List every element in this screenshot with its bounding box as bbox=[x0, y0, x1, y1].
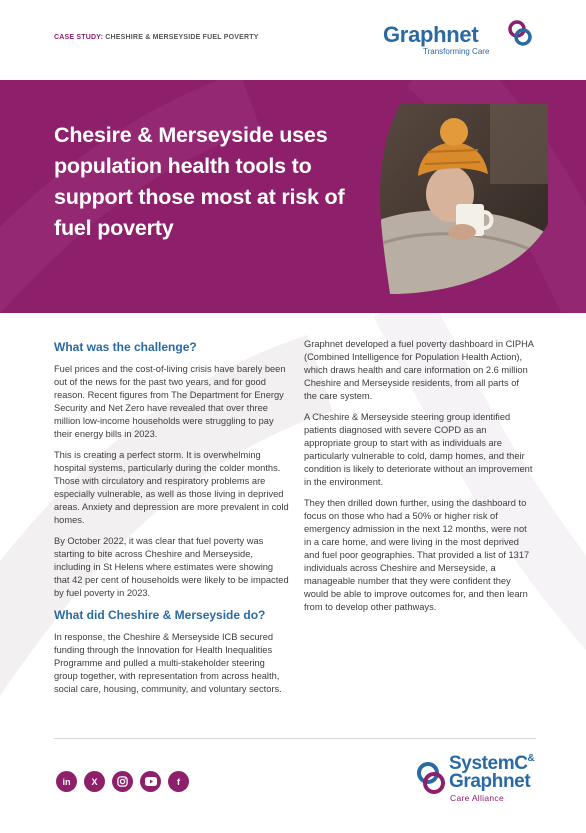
x-label: X bbox=[91, 776, 98, 787]
care-alliance-mark-icon bbox=[414, 761, 448, 795]
paragraph: They then drilled down further, using the dashboard to focus on those who had a 50% or higher risk of emergency admission in the next 12 months, were not in a care home, and were living in the most deprived and fuel poor geographies. That provided a list of 1317 individuals across Cheshire and Merseyside, a manageable number that they were confident they would be able to improve outcomes for, and then learn from to develop other pathways. bbox=[304, 498, 530, 612]
social-links bbox=[56, 771, 189, 792]
instagram-icon[interactable] bbox=[112, 771, 133, 792]
case-study-title: CHESHIRE & MERSEYSIDE FUEL POVERTY bbox=[103, 34, 259, 41]
logo-name: Graphnet bbox=[383, 22, 479, 47]
x-twitter-icon[interactable] bbox=[84, 771, 105, 792]
graphnet-mark-icon bbox=[507, 20, 537, 48]
heading-response: What did Cheshire & Merseyside do? bbox=[54, 608, 266, 622]
logo-systemc-text: SystemC bbox=[449, 753, 528, 774]
header-bar bbox=[0, 0, 586, 80]
left-column bbox=[54, 340, 289, 704]
paragraph: By October 2022, it was clear that fuel poverty was starting to bite across Cheshire and Merseyside, including in St Helens where estimates were showing that 42 per cent of households were likely to be impacted by fuel poverty in 2023. bbox=[54, 536, 289, 598]
linkedin-icon[interactable] bbox=[56, 771, 77, 792]
paragraph: A Cheshire & Merseyside steering group identified patients diagnosed with severe COPD as an appropriate group to start with as individuals are particularly vulnerable to cold, damp homes, and their condition is likely to deteriorate without an improvement in the environment. bbox=[304, 412, 533, 487]
hero-banner bbox=[0, 80, 586, 313]
logo-graphnet: Graphnet bbox=[449, 771, 531, 792]
case-study-prefix: CASE STUDY: bbox=[54, 34, 104, 41]
hero-title: Chesire & Merseyside uses population health tools to support those most at risk of fuel poverty bbox=[54, 123, 345, 240]
youtube-glyph-icon bbox=[145, 777, 157, 786]
paragraph: In response, the Cheshire & Merseyside ICB secured funding through the Innovation for Health Inequalities Programme and pulled a multi-stakeholder steering group together, with representation from across health, social care, housing, community, and voluntary sectors. bbox=[54, 632, 282, 694]
logo-tagline: Transforming Care bbox=[423, 47, 490, 56]
right-column bbox=[304, 338, 534, 622]
linkedin-label: in bbox=[62, 776, 71, 787]
logo-ampersand: & bbox=[527, 753, 535, 764]
systemc-graphnet-logo[interactable] bbox=[414, 753, 539, 813]
youtube-icon[interactable] bbox=[140, 771, 161, 792]
facebook-icon[interactable] bbox=[168, 771, 189, 792]
instagram-glyph-icon bbox=[117, 776, 128, 787]
paragraph: Fuel prices and the cost-of-living crisis have barely been out of the news for the past two years, and for good reason. Recent figures from The Department for Energy Security and Net Zero have revealed that over three million low-income households were struggling to pay their energy bills in 2023. bbox=[54, 364, 286, 439]
graphnet-logo[interactable] bbox=[383, 20, 543, 62]
hero-photo-person-icon bbox=[370, 104, 548, 294]
case-study-label bbox=[54, 34, 259, 41]
footer-divider bbox=[54, 738, 536, 739]
paragraph: This is creating a perfect storm. It is overwhelming hospital systems, particularly during the colder months. Those with circulatory and respiratory problems are especially vulnerable, as well as those living in deprived areas. Anxiety and depression are more prevalent in cold homes. bbox=[54, 450, 289, 525]
paragraph: Graphnet developed a fuel poverty dashboard in CIPHA (Combined Intelligence for Population Health Action), which draws health and care information on 2.6 million Cheshire and Merseyside residents, from all parts of the care system. bbox=[304, 339, 534, 401]
facebook-label: f bbox=[177, 776, 180, 787]
heading-challenge: What was the challenge? bbox=[54, 340, 197, 354]
logo-care-alliance: Care Alliance bbox=[450, 793, 504, 803]
